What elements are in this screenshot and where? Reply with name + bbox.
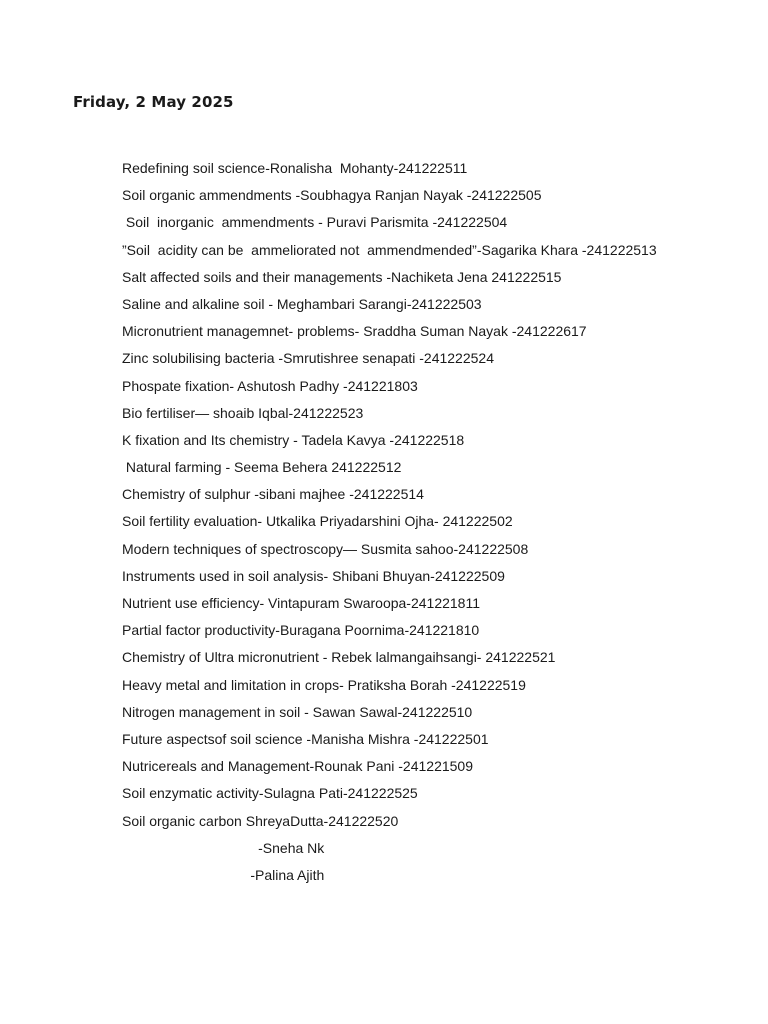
- list-item-text: Chemistry of Ultra micronutrient - Rebek lalmangaihsangi- 241222521: [122, 649, 556, 666]
- list-item-text: Micronutrient managemnet- problems- Sraddha Suman Nayak -241222617: [122, 323, 587, 340]
- list-item-text: Redefining soil science-Ronalisha Mohanty-241222511: [122, 160, 468, 176]
- list-item-text: Modern techniques of spectroscopy— Susmita sahoo-241222508: [122, 540, 529, 557]
- date-heading: Friday, 2 May 2025: [73, 93, 234, 111]
- list-item-text: Nitrogen management in soil - Sawan Sawal-241222510: [122, 703, 473, 720]
- list-item-text: -Sneha Nk: [122, 839, 325, 856]
- list-item-text: K fixation and Its chemistry - Tadela Kavya -241222518: [122, 431, 465, 448]
- list-item-text: Heavy metal and limitation in crops- Pratiksha Borah -241222519: [122, 676, 526, 693]
- list-item-text: Soil enzymatic activity-Sulagna Pati-241222525: [122, 785, 418, 802]
- list-item-text: Phospate fixation- Ashutosh Padhy -241221803: [122, 377, 418, 394]
- list-item-text: Salt affected soils and their managements -Nachiketa Jena 241222515: [122, 268, 562, 285]
- list-item-text: Chemistry of sulphur -sibani majhee -241222514: [122, 486, 424, 503]
- list-item-text: Partial factor productivity-Buragana Poornima-241221810: [122, 622, 480, 639]
- list-item-text: Soil inorganic ammendments - Puravi Parismita -241222504: [122, 214, 508, 231]
- list-item-text: Nutrient use efficiency- Vintapuram Swaroopa-241221811: [122, 595, 480, 611]
- list-item-text: Zinc solubilising bacteria -Smrutishree senapati -241222524: [122, 350, 494, 367]
- list-item-text: Natural farming - Seema Behera 241222512: [122, 459, 402, 476]
- list-item-text: Bio fertiliser— shoaib Iqbal-241222523: [122, 404, 364, 421]
- list-item-text: Future aspectsof soil science -Manisha Mishra -241222501: [122, 730, 489, 747]
- list-item-text: Nutricereals and Management-Rounak Pani -241221509: [122, 758, 473, 775]
- list-item-text: Soil organic carbon ShreyaDutta-241222520: [122, 812, 399, 829]
- list-item-text: Soil fertility evaluation- Utkalika Priyadarshini Ojha- 241222502: [122, 513, 513, 530]
- list-item-text: Saline and alkaline soil - Meghambari Sarangi-241222503: [122, 295, 482, 312]
- list-item-text: Soil organic ammendments -Soubhagya Ranjan Nayak -241222505: [122, 187, 542, 204]
- list-item-text: -Palina Ajith: [122, 866, 325, 883]
- list-item-text: ”Soil acidity can be ammeliorated not ammendmended”-Sagarika Khara -241222513: [122, 241, 657, 258]
- list-item-text: Instruments used in soil analysis- Shibani Bhuyan-241222509: [122, 567, 505, 584]
